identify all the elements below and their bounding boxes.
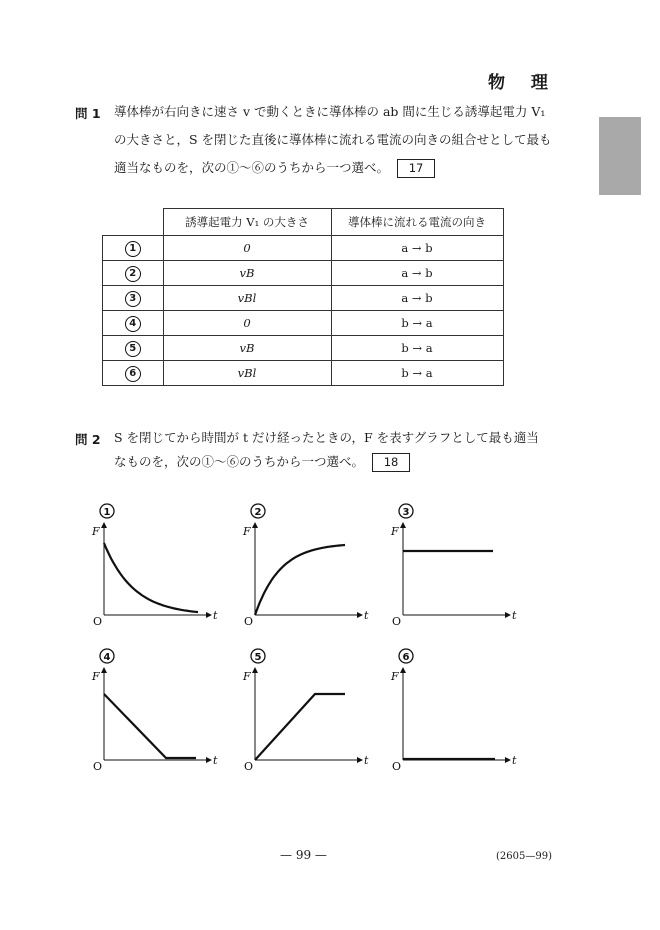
q1-line-2: の大きさと，S を閉じた直後に導体棒に流れる電流の向きの組合せとして最も <box>114 132 552 147</box>
graph-option-2 <box>242 504 369 628</box>
direction-cell: b → a <box>331 311 503 336</box>
direction-cell: b → a <box>331 336 503 361</box>
emf-cell: vBl <box>163 361 331 386</box>
graph-curve <box>255 694 345 760</box>
direction-cell: a → b <box>331 286 503 311</box>
header-emf: 誘導起電力 V₁ の大きさ <box>163 209 331 236</box>
emf-cell: 0 <box>163 236 331 261</box>
graph-number: 3 <box>402 507 410 518</box>
origin-label: O <box>93 615 103 628</box>
q2-label: 問 2 <box>75 432 101 447</box>
x-axis-label: t <box>364 609 369 622</box>
page-code: (2605—99) <box>496 851 552 862</box>
graph-number: 5 <box>254 652 262 663</box>
page-number: — 99 — <box>280 848 327 862</box>
graph-option-3 <box>390 504 517 628</box>
emf-cell: vB <box>163 261 331 286</box>
y-axis-label: F <box>92 525 100 538</box>
option-number: 6 <box>125 366 141 382</box>
x-axis-label: t <box>512 754 517 767</box>
graph-number: 1 <box>103 507 111 518</box>
y-axis-label: F <box>243 525 251 538</box>
origin-label: O <box>244 760 254 773</box>
subject-title: 物 理 <box>488 73 558 93</box>
x-axis-label: t <box>364 754 369 767</box>
q2-line-2-text: なものを，次の①～⑥のうちから一つ選べ。 <box>114 454 365 469</box>
y-axis-label: F <box>92 670 100 683</box>
direction-cell: a → b <box>331 261 503 286</box>
graph-option-5 <box>242 649 369 773</box>
answer-box-18[interactable]: 18 <box>372 453 410 472</box>
graph-option-6 <box>390 649 517 773</box>
emf-cell: 0 <box>163 311 331 336</box>
graph-option-4 <box>91 649 218 773</box>
option-number: 4 <box>125 316 141 332</box>
emf-cell: vBl <box>163 286 331 311</box>
option-number: 1 <box>125 241 141 257</box>
option-number: 5 <box>125 341 141 357</box>
graph-curve <box>255 545 345 615</box>
direction-cell: a → b <box>331 236 503 261</box>
option-number: 3 <box>125 291 141 307</box>
header-current-direction: 導体棒に流れる電流の向き <box>331 209 503 236</box>
q1-line-1: 導体棒が右向きに速さ v で動くときに導体棒の ab 間に生じる誘導起電力 V₁ <box>114 104 546 119</box>
q2-line-1: S を閉じてから時間が t だけ経ったときの，F を表すグラフとして最も適当 <box>114 430 539 445</box>
y-axis-label: F <box>243 670 251 683</box>
q1-label: 問 1 <box>75 106 101 121</box>
graph-option-1 <box>91 504 218 628</box>
y-axis-label: F <box>391 670 399 683</box>
x-axis-label: t <box>213 754 218 767</box>
x-axis-label: t <box>213 609 218 622</box>
q1-line-3-text: 適当なものを，次の①～⑥のうちから一つ選べ。 <box>114 160 390 175</box>
origin-label: O <box>93 760 103 773</box>
answer-box-17[interactable]: 17 <box>397 159 435 178</box>
graph-number: 2 <box>254 507 262 518</box>
graph-number: 6 <box>402 652 410 663</box>
origin-label: O <box>392 615 402 628</box>
graph-curve <box>104 694 196 758</box>
graph-curve <box>104 543 198 612</box>
emf-cell: vB <box>163 336 331 361</box>
direction-cell: b → a <box>331 361 503 386</box>
graph-number: 4 <box>103 652 111 663</box>
option-number: 2 <box>125 266 141 282</box>
y-axis-label: F <box>391 525 399 538</box>
x-axis-label: t <box>512 609 517 622</box>
origin-label: O <box>244 615 254 628</box>
origin-label: O <box>392 760 402 773</box>
